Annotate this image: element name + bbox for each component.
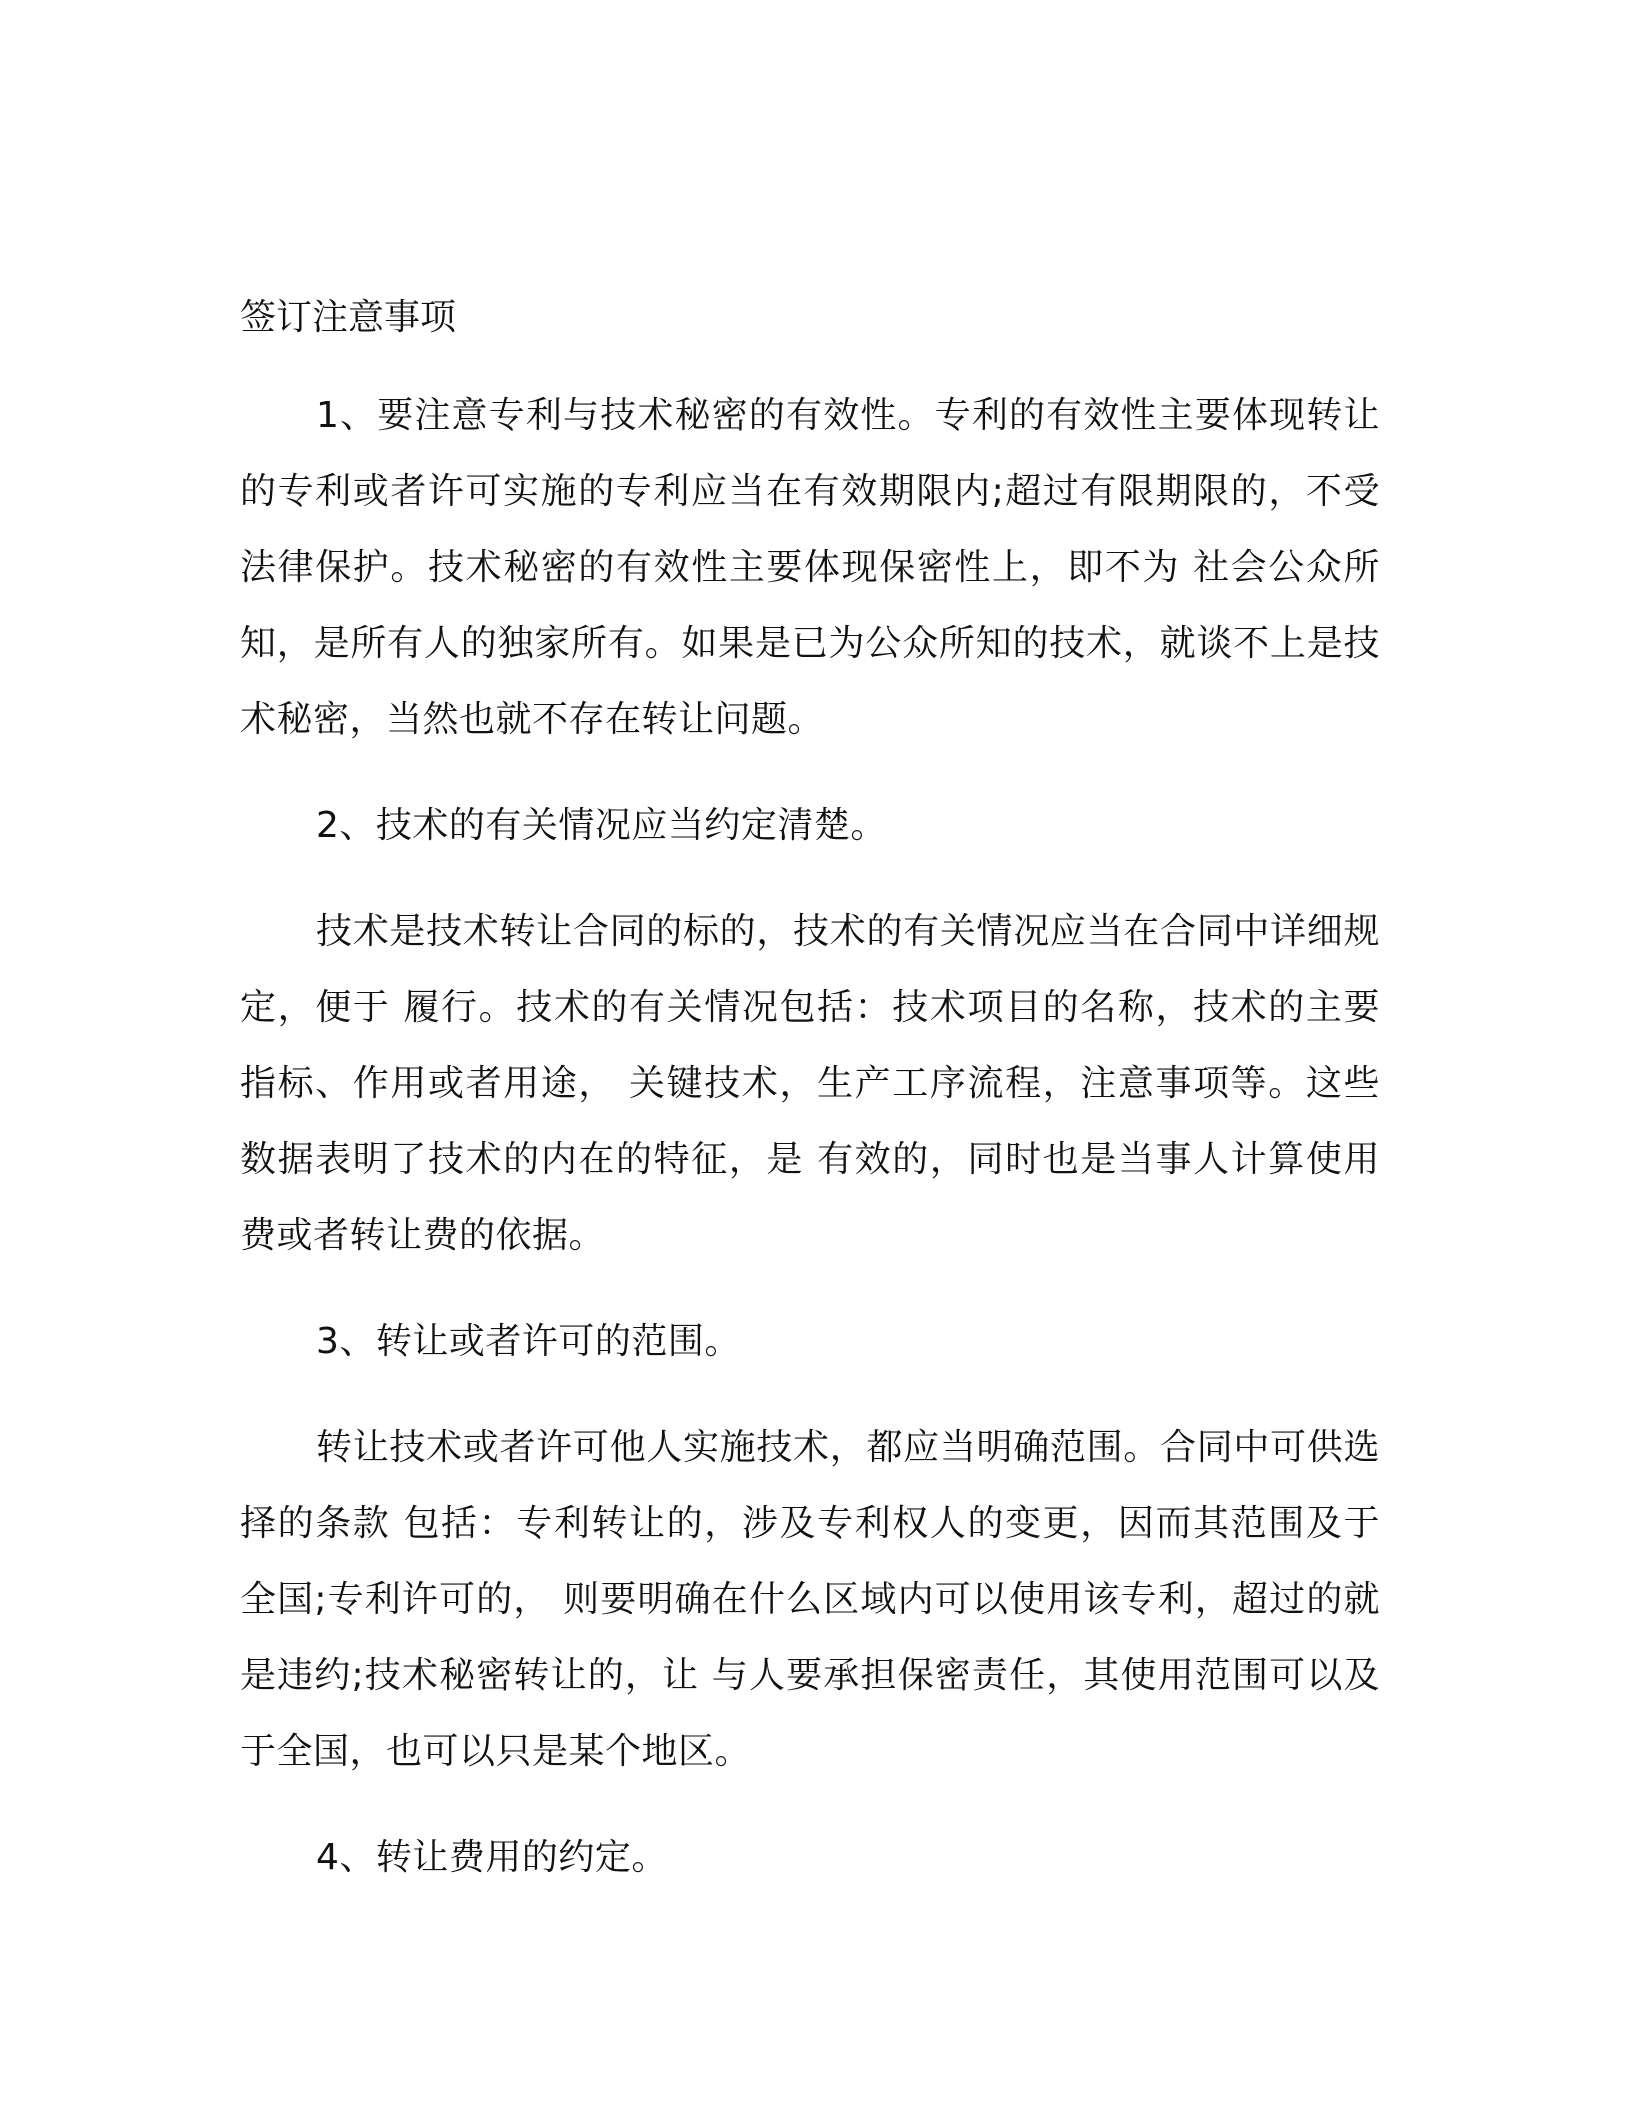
document-title: 签订注意事项 <box>240 297 457 338</box>
document-page <box>240 288 1380 1926</box>
paragraph-validity: 1、要注意专利与技术秘密的有效性。专利的有效性主要体现转让的专利或者许可实施的专利应当在有效期限内;超过有限期限的，不受法律保护。技术秘密的有效性主要体现保密性上，即不为 社会公众所知，是所有人的独家所有。如果是已为公众所知的技术，就谈不上是技术秘密，当然也就不存在转让问题。 <box>240 395 1380 740</box>
section-heading-technical-details: 2、技术的有关情况应当约定清楚。 <box>316 805 887 846</box>
paragraph-technical-details: 技术是技术转让合同的标的，技术的有关情况应当在合同中详细规定，便于 履行。技术的有关情况包括：技术项目的名称，技术的主要指标、作用或者用途， 关键技术，生产工序流程，注意事项等。这些数据表明了技术的内在的特征，是 有效的，同时也是当事人计算使用费或者转让费的依据。 <box>240 911 1380 1256</box>
section-heading-scope: 3、转让或者许可的范围。 <box>316 1321 741 1362</box>
paragraph-scope: 转让技术或者许可他人实施技术，都应当明确范围。合同中可供选择的条款 包括：专利转让的，涉及专利权人的变更，因而其范围及于全国;专利许可的， 则要明确在什么区域内可以使用该专利，超过的就是违约;技术秘密转让的，让 与人要承担保密责任，其使用范围可以及于全国，也可以只是某个地区。 <box>240 1427 1380 1772</box>
section-heading-fees: 4、转让费用的约定。 <box>316 1837 668 1878</box>
